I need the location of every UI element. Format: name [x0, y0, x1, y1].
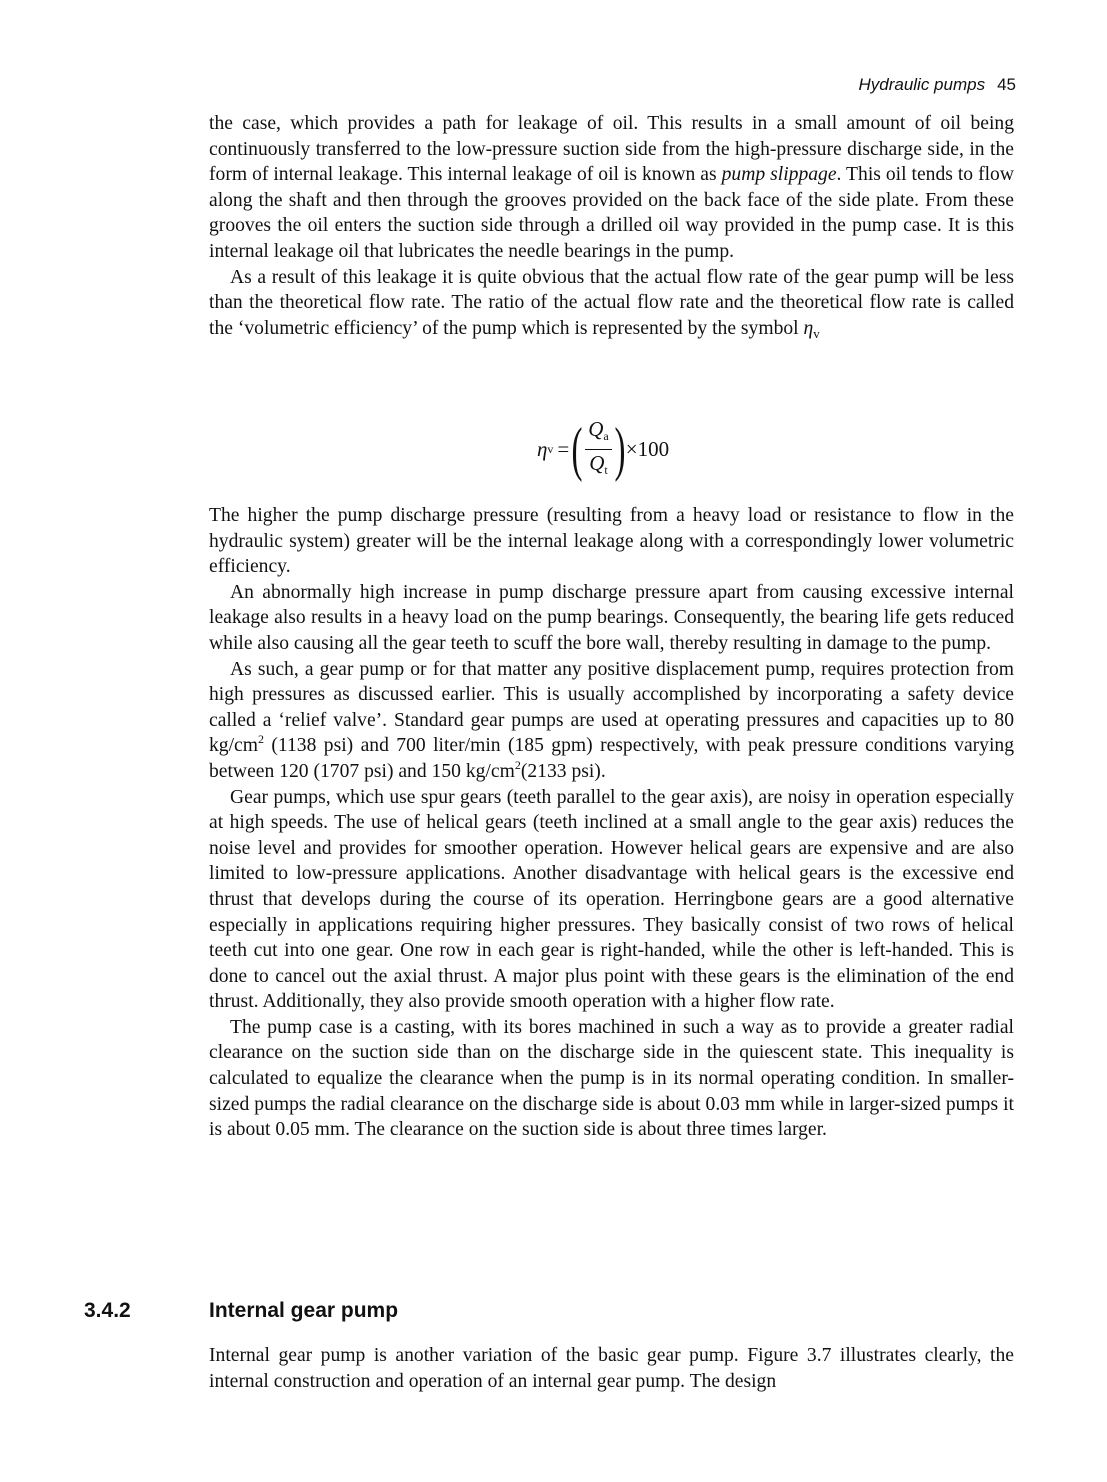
- equation-lhs: η: [537, 436, 548, 461]
- equation-denominator: [589, 450, 608, 481]
- denominator-subscript: t: [604, 462, 608, 477]
- section-title: Internal gear pump: [209, 1299, 399, 1322]
- page-number: 45: [997, 75, 1016, 94]
- equation-equals: =: [557, 436, 570, 461]
- text-block-middle: [209, 503, 1014, 1143]
- paragraph-leakage: [209, 111, 1014, 265]
- equation-fraction: [585, 418, 612, 481]
- superscript: 2: [514, 757, 521, 772]
- paragraph-text: . This oil tends to flow along the shaft and then through the grooves provided on the back face of the side plate. From these grooves the oil enters the suction side through a drilled oil way provided in the pump case. It is this internal leakage oil that lubricates the needle bearings in the pump.: [209, 164, 1015, 262]
- running-title: Hydraulic pumps: [858, 75, 986, 94]
- paragraph-bearing-load: An abnormally high increase in pump discharge pressure apart from causing excessive internal leakage also results in a heavy load on the pump bearings. Consequently, the bearing life gets reduced while also causing all the gear teeth to scuff the bore wall, thereby resulting in damage to the pump.: [209, 581, 1014, 654]
- paragraph-text: (1138 psi) and 700 liter/min (185 gpm) respectively, with peak pressure conditions varying between 120 (1707 psi) and 150 kg/cm: [209, 735, 1014, 782]
- denominator-symbol: Q: [589, 450, 605, 475]
- volumetric-efficiency-equation: [537, 408, 669, 490]
- paragraph-relief-valve: [209, 657, 1014, 785]
- paragraph-text: the case, which provides a path for leakage of oil. This results in a small amount of oil being continuously transferred to the low-pressure suction side from the high-pressure discharge side, in the form of internal leakage. This internal leakage of oil is known as: [209, 113, 1014, 186]
- section-heading: [84, 1298, 398, 1324]
- paragraph-internal-gear-pump: Internal gear pump is another variation of the basic gear pump. Figure 3.7 illustrates clearly, the internal construction and operation of an internal gear pump. The design: [209, 1345, 1014, 1392]
- left-paren: (: [571, 416, 583, 482]
- text-block-lower: [209, 1343, 1014, 1394]
- equation-lhs-subscript: v: [547, 441, 554, 456]
- term-pump-slippage: pump slippage: [721, 164, 837, 186]
- symbol-subscript: v: [813, 325, 820, 341]
- symbol-eta: η: [803, 317, 814, 339]
- superscript: 2: [257, 732, 264, 747]
- paragraph-helical-gears: Gear pumps, which use spur gears (teeth parallel to the gear axis), are noisy in operation especially at high speeds. The use of helical gears (teeth inclined at a small angle to the gear axis) reduces the noise level and provides for smoother operation. However helical gears are expensive and are also limited to low-pressure applications. Another disadvantage with helical gears is the excessive end thrust that develops during the course of its operation. Herringbone gears are a good alternative especially in applications requiring higher pressures. They basically consist of two rows of helical teeth cut into one gear. One row in each gear is right-handed, while the other is left-handed. This is done to cancel out the axial thrust. A major plus point with these gears is the elimination of the end thrust. Additionally, they also provide smooth operation with a higher flow rate.: [209, 786, 1014, 1013]
- paragraph-text: (2133 psi).: [520, 760, 606, 782]
- paragraph-volumetric-efficiency: [209, 265, 1014, 342]
- equation-multiplier: ×100: [625, 436, 670, 461]
- right-paren: ): [614, 416, 626, 482]
- text-block-upper: [209, 111, 1014, 341]
- paragraph-discharge-pressure: The higher the pump discharge pressure (resulting from a heavy load or resistance to flow in the hydraulic system) greater will be the internal leakage along with a correspondingly lower volumetric efficiency.: [209, 505, 1014, 578]
- paragraph-text: As a result of this leakage it is quite obvious that the actual flow rate of the gear pump will be less than the theoretical flow rate. The ratio of the actual flow rate and the theoretical flow rate is called the ‘volumetric efficiency’ of the pump which is represented by the symbol: [209, 266, 1014, 339]
- numerator-subscript: a: [603, 428, 609, 443]
- paragraph-text: As such, a gear pump or for that matter any positive displacement pump, requires protection from high pressures as discussed earlier. This is usually accomplished by incorporating a safety device called a ‘relief valve’. Standard gear pumps are used at operating pressures and capacities up to 80 kg/cm: [209, 658, 1014, 757]
- equation-numerator: [585, 418, 612, 450]
- running-head: [858, 74, 1016, 96]
- paragraph-pump-case: The pump case is a casting, with its bores machined in such a way as to provide a greater radial clearance on the suction side than on the discharge side in the quiescent state. This inequality is calculated to equalize the clearance when the pump is in its normal operating condition. In smaller-sized pumps the radial clearance on the discharge side is about 0.03 mm while in larger-sized pumps it is about 0.05 mm. The clearance on the suction side is about three times larger.: [209, 1016, 1014, 1141]
- numerator-symbol: Q: [588, 416, 604, 441]
- section-number: 3.4.2: [84, 1299, 131, 1322]
